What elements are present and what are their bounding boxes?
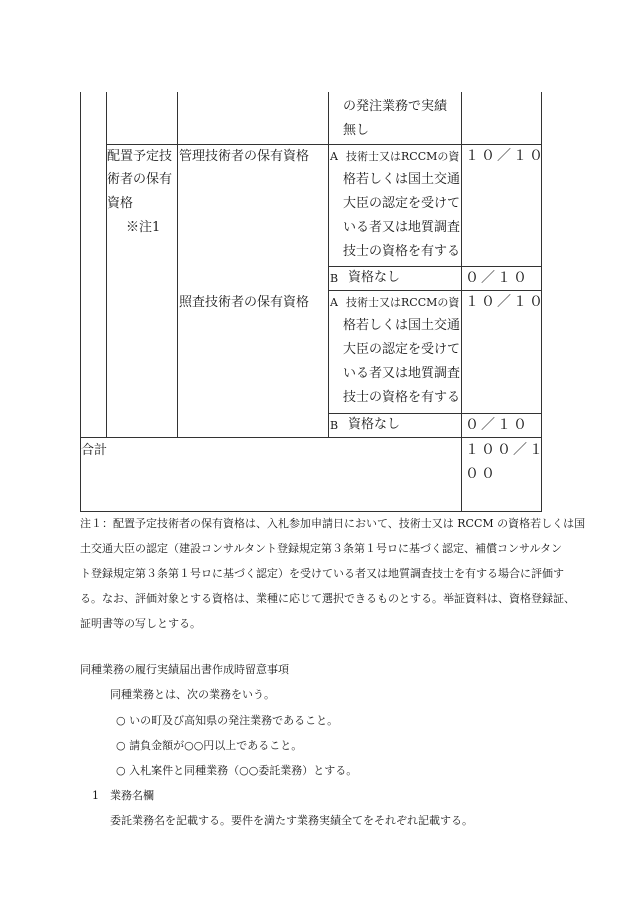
table-cell: 格若しくは国土交通 — [343, 318, 461, 333]
rule — [328, 413, 542, 414]
rule — [80, 511, 542, 512]
table-cell: 技士の資格を有する — [343, 390, 461, 405]
score-cell: ０／１０ — [465, 270, 529, 286]
rule — [461, 92, 462, 512]
table-cell: 技術士又はRCCMの資 — [346, 296, 460, 309]
note-line: 土交通大臣の認定（建設コンサルタント登録規定第３条第１号ロに基づく認定、補償コンサルタン — [80, 542, 563, 555]
table-cell: いる者又は地質調査 — [343, 366, 461, 381]
option-prefix: B — [330, 272, 339, 285]
table-cell: 格若しくは国土交通 — [343, 172, 461, 187]
rule — [106, 92, 107, 438]
manager-label: 管理技術者の保有資格 — [179, 149, 310, 164]
table-cell: 大臣の認定を受けて — [343, 342, 461, 357]
table-cell: 無し — [343, 123, 370, 138]
table-cell: 資格なし — [348, 417, 401, 432]
item-heading: 1 業務名欄 — [92, 789, 154, 802]
note-line: ト登録規定第３条第１号ロに基づく認定）を受けている者又は地質調査技士を有する場合に評価す — [80, 567, 564, 580]
table-cell: の発注業務で実績 — [343, 99, 448, 114]
table-cell: ※注1 — [126, 220, 161, 235]
note-line: 注１：配置予定技術者の保有資格は、入札参加申請日において、技術士又は RCCM の資格若しくは国 — [80, 517, 586, 530]
score-cell: １０／１０ — [465, 294, 545, 310]
list-item: ○ 請負金額が○○円以上であること。 — [116, 739, 303, 752]
score-cell: ０／１０ — [465, 417, 529, 433]
table-cell: 技士の資格を有する — [343, 244, 461, 259]
total-label: 合計 — [81, 443, 108, 458]
total-score: １００／１ — [465, 442, 545, 458]
table-cell: 資格なし — [348, 270, 401, 285]
list-item: ○ いの町及び高知県の発注業務であること。 — [116, 714, 339, 727]
rule — [106, 144, 542, 145]
rule — [328, 266, 542, 267]
option-prefix: B — [330, 419, 339, 432]
note-line: 証明書等の写しとする。 — [80, 617, 201, 630]
rule — [177, 92, 178, 438]
section-title: 同種業務の履行実績届出書作成時留意事項 — [80, 663, 289, 676]
score-cell: １０／１０ — [465, 148, 545, 164]
rule — [328, 92, 329, 438]
item-body: 委託業務名を記載する。要件を満たす業務実績全てをそれぞれ記載する。 — [110, 814, 473, 827]
table-cell: 配置予定技 — [107, 149, 173, 164]
table-cell: 大臣の認定を受けて — [343, 196, 461, 211]
total-score: ００ — [465, 466, 497, 482]
list-item: ○ 入札案件と同種業務（○○委託業務）とする。 — [116, 764, 358, 777]
checker-label: 照査技術者の保有資格 — [179, 295, 310, 310]
table-cell: 術者の保有 — [107, 172, 173, 187]
table-cell: 資格 — [107, 196, 134, 211]
rule — [80, 437, 542, 438]
option-prefix: A — [330, 296, 338, 309]
table-cell: 技術士又はRCCMの資 — [346, 150, 460, 163]
rule — [328, 290, 542, 291]
section-intro: 同種業務とは、次の業務をいう。 — [110, 688, 275, 701]
option-prefix: A — [330, 150, 338, 163]
note-line: る。なお、評価対象とする資格は、業種に応じて選択できるものとする。举証資料は、資格登録証、 — [80, 592, 575, 605]
table-cell: いる者又は地質調査 — [343, 220, 461, 235]
